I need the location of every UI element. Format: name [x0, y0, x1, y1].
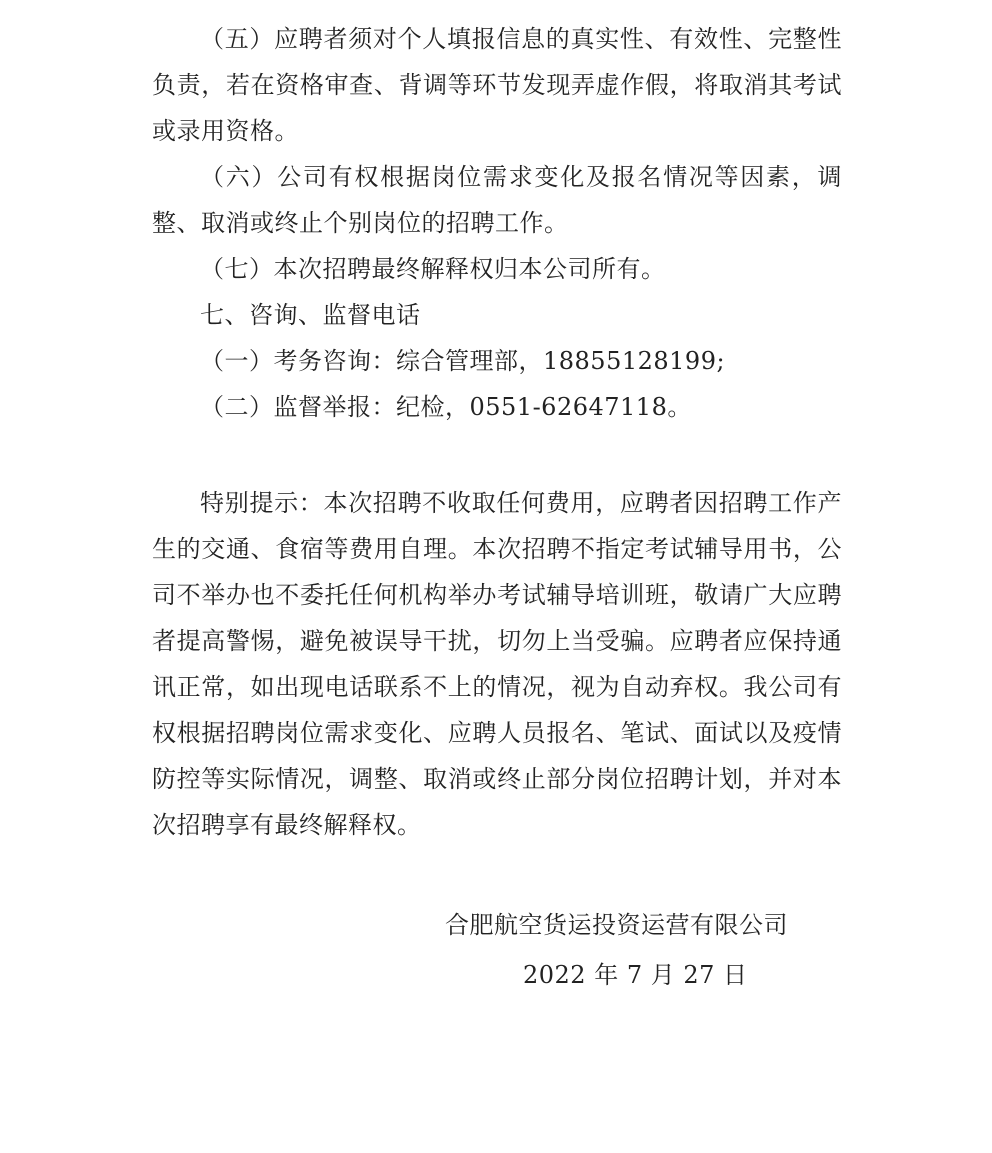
signature-date: 2022 年 7 月 27 日	[523, 961, 748, 989]
special-notice-text: 特别提示：本次招聘不收取任何费用，应聘者因招聘工作产生的交通、食宿等费用自理。本次招聘不指定考试辅导用书，公司不举办也不委托任何机构举办考试辅导培训班，敬请广大应聘者提高警惕，避免被误导干扰，切勿上当受骗。应聘者应保持通讯正常，如出现电话联系不上的情况，视为自动弃权。我公司有权根据招聘岗位需求变化、应聘人员报名、笔试、面试以及疫情防控等实际情况，调整、取消或终止部分岗位招聘计划，并对本次招聘享有最终解释权。	[152, 489, 842, 839]
paragraph-item-7: （七）本次招聘最终解释权归本公司所有。	[200, 255, 666, 283]
signature-company: 合肥航空货运投资运营有限公司	[445, 911, 788, 939]
special-notice	[152, 480, 842, 848]
paragraph-item-6: （六）公司有权根据岗位需求变化及报名情况等因素，调整、取消或终止个别岗位的招聘工作。	[152, 163, 842, 237]
contact-exam-affairs: （一）考务咨询：综合管理部，18855128199;	[200, 347, 726, 375]
signature-block	[445, 900, 845, 1000]
document-body	[152, 16, 842, 430]
paragraph-item-5: （五）应聘者须对个人填报信息的真实性、有效性、完整性负责，若在资格审查、背调等环节发现弄虚作假，将取消其考试或录用资格。	[152, 25, 842, 145]
contact-supervision: （二）监督举报：纪检，0551-62647118。	[200, 393, 692, 421]
section-heading-contact: 七、咨询、监督电话	[200, 301, 421, 329]
